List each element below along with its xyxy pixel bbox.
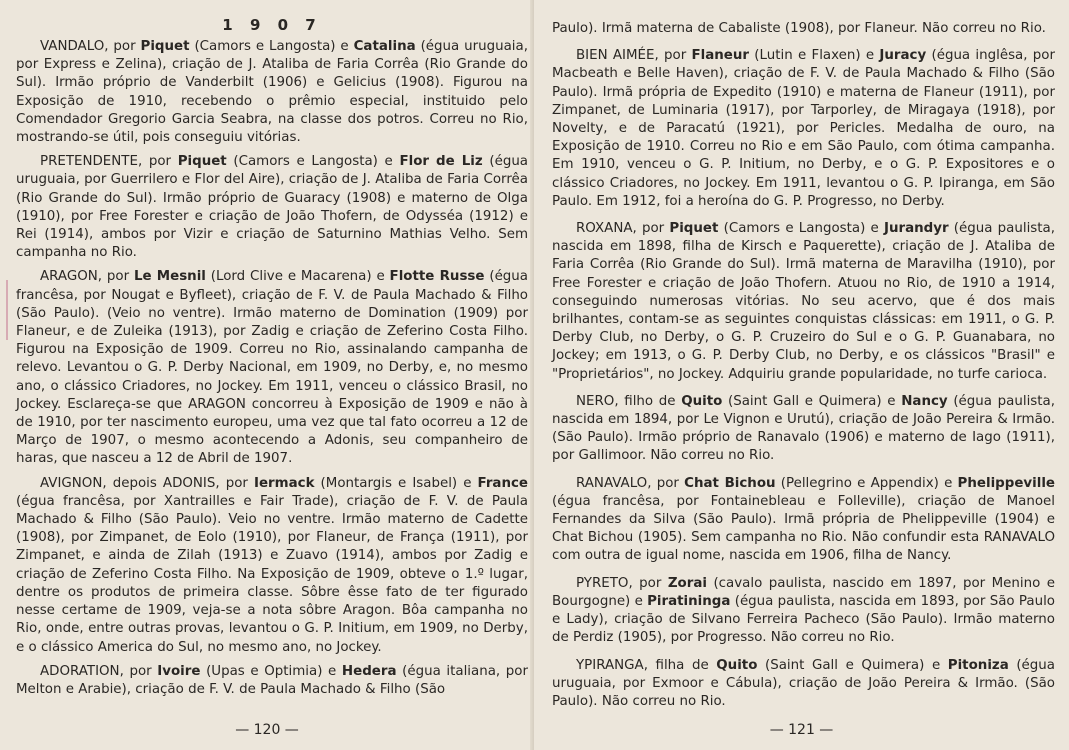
entry-vandalo: VANDALO, por Piquet (Camors e Langosta) e Catalina (égua uruguaia, por Express e Zelina), criação de J. Ataliba de Faria Corrêa (Rio Grande do Sul). Irmão próprio de Vanderbilt (1906) e Gelicius (1908). Figurou na Exposição de 1910, recebendo o prêmio especial, instituido pelo Comendador Gregorio Garcia Seabra, na classe dos potros. Correu no Rio, mostrando-se útil, pois conseguiu vitórias. (16, 39, 528, 146)
dam-name: Flor de Liz (399, 154, 483, 170)
page-number-left: — 120 — (235, 722, 299, 738)
dam-name: Pitoniza (947, 657, 1009, 673)
horse-name: PRETENDENTE (40, 154, 138, 170)
dam-name: Flotte Russe (389, 269, 485, 285)
sire-name: Zorai (667, 575, 707, 591)
horse-name: PYRETO (576, 575, 629, 591)
horse-name: ARAGON (40, 269, 98, 285)
dam-name: France (477, 475, 529, 491)
horse-name: ADORATION (40, 663, 120, 679)
entry-nero: NERO, filho de Quito (Saint Gall e Quimera) e Nancy (égua paulista, nascida em 1894, por Le Vignon e Urutú), criação de João Pereira & Irmão. (São Paulo). Irmão próprio de Ranavalo (1906) e materno de Iago (1911), por Gallimoor. Não correu no Rio. (552, 393, 1055, 464)
dam-name: Juracy (879, 48, 927, 64)
entry-pretendente: PRETENDENTE, por Piquet (Camors e Langosta) e Flor de Liz (égua uruguaia, por Guerrilero e Flor del Aire), criação de J. Ataliba de Faria Corrêa (Rio Grande do Sul). Irmão próprio de Guaracy (1908) e materno de Olga (1910), por Free Forester e criação de João Thofern, de Odysséa (1912) e Rei (1914), ambos por Vizir e criação de Saturnino Mathias Velho. Sem campanha no Rio. (16, 154, 529, 261)
sire-name: Chat Bichou (684, 475, 776, 491)
dam-name: Nancy (901, 393, 948, 409)
sire-name: Flaneur (691, 48, 750, 64)
horse-name: NERO (576, 393, 615, 409)
page-number-right: — 121 — (769, 722, 834, 738)
sire-name: Quito (716, 657, 758, 673)
horse-name: BIEN AIMÉE (576, 48, 655, 64)
margin-pen-mark (6, 280, 8, 340)
sire-name: Piquet (140, 39, 190, 54)
sire-name: Iermack (253, 475, 315, 491)
sire-name: Le Mesnil (133, 269, 206, 285)
dam-name: Phelippeville (957, 475, 1055, 491)
dam-name: Jurandyr (883, 221, 949, 237)
sire-name: Quito (681, 393, 723, 409)
entry-aragon: ARAGON, por Le Mesnil (Lord Clive e Macarena) e Flotte Russe (égua francêsa, por Nougat e Byfleet), criação de F. V. de Paula Machado & Filho (São Paulo). (Veio no ventre). Irmão materno de Domination (1909) por Flaneur, e de Zuleika (1913), por Zadig e criação de Zeferino Costa Filho. Figurou na Exposição de 1909. Correu no Rio, assinalando campanha de relevo. Levantou o G. P. Derby Nacional, em 1909, no Derby, e, no mesmo ano, o clássico Criadores, no Jockey. Em 1911, venceu o clássico Brasil, no Jockey. Esclareça-se que ARAGON concorreu à Exposição de 1909 e não à de 1910, por ter nascimento europeu, uma vez que tal fato ocorreu a 12 de Março de 1907, o mesmo acontecendo a Adonis, seu companheiro de haras, que nasceu a 12 de Abril de 1907. (16, 269, 529, 467)
horse-name: RANAVALO (576, 475, 648, 491)
left-page (0, 0, 534, 750)
horse-name: VANDALO (40, 39, 105, 54)
horse-name: ROXANA (576, 221, 633, 237)
entry-bien-aimee: BIEN AIMÉE, por Flaneur (Lutin e Flaxen) e Juracy (égua inglêsa, por Macbeath e Belle Haven), criação de F. V. de Paula Machado & Filho (São Paulo). Irmã própria de Expedito (1910) e materna de Flaneur (1911), por Zimpanet, de Luminaria (1917), por Tarporley, de Miragaya (1918), por Novelty, e de Paracatú (1921), por Pericles. Medalha de ouro, na Exposição de 1910. Correu no Rio e em São Paulo, com ótima campanha. Em 1910, venceu o G. P. Initium, no Derby, e o G. P. Expositores e o clássico Criadores, no Jockey. Em 1911, levantou o G. P. Ipiranga, em São Paulo. Em 1912, foi a heroína do G. P. Progresso, no Derby. (552, 48, 1055, 209)
sire-name: Piquet (669, 221, 719, 237)
year-heading: 1 9 0 7 (222, 16, 322, 34)
horse-name: YPIRANGA (576, 657, 644, 673)
horse-name: AVIGNON (40, 475, 103, 491)
sire-name: Ivoire (157, 663, 201, 679)
sire-name: Piquet (177, 154, 227, 170)
entry-ranavalo: RANAVALO, por Chat Bichou (Pellegrino e Appendix) e Phelippeville (égua francêsa, por Fontainebleau e Folleville), criação de Manoel Fernandes da Silva (São Paulo). Irmã própria de Phelippeville (1904) e Chat Bichou (1905). Sem campanha no Rio. Não confundir esta RANAVALO com outra de igual nome, nascida em 1906, filha de Nancy. (552, 475, 1055, 564)
entry-continuation: Paulo). Irmã materna de Cabaliste (1908), por Flaneur. Não correu no Rio. (552, 21, 1046, 36)
entry-roxana: ROXANA, por Piquet (Camors e Langosta) e Jurandyr (égua paulista, nascida em 1898, filha de Kirsch e Paquerette), criação de J. Ataliba de Faria Corrêa (Rio Grande do Sul). Irmã materna de Maravilha (1910), por Free Forester e criação de João Thofern. Atuou no Rio, de 1910 a 1914, conseguindo numerosas vitórias. No seu acervo, que é dos mais brilhantes, contam-se as seguintes conquistas clássicas: em 1911, o G. P. Derby Club, no Derby, o G. P. Cruzeiro do Sul e o G. P. Guanabara, no Jockey; em 1913, o G. P. Derby Club, no Derby, e os clássicos "Brasil" e "Proprietários", no Jockey. Adquiriu grande popularidade, no turfe carioca. (552, 221, 1055, 382)
entry-ypiranga: YPIRANGA, filha de Quito (Saint Gall e Quimera) e Pitoniza (égua uruguaia, por Exmoor e Cábula), criação de João Pereira & Irmão. (São Paulo). Não correu no Rio. (552, 657, 1055, 709)
right-page (534, 0, 1069, 750)
dam-name: Hedera (341, 663, 397, 679)
dam-name: Piratininga (647, 593, 731, 609)
entry-avignon: AVIGNON, depois ADONIS, por Iermack (Montargis e Isabel) e France (égua francêsa, por Xantrailles e Fair Trade), criação de F. V. de Paula Machado & Filho (São Paulo). Veio no ventre. Irmão materno de Cadette (1908), por Zimpanet, de Eolo (1910), por Flaneur, de França (1911), por Zimpanet, e ainda de Zilah (1913) e Zuavo (1914), ambos por Zadig e criação de Zeferino Costa Filho. Na Exposição de 1909, obteve o 1.º lugar, dentre os produtos de primeira classe. Sôbre êsse fato de ter figurado nesse certame de 1909, veja-se a nota sôbre Aragon. Bôa campanha no Rio, onde, entre outras provas, levantou o G. P. Initium, em 1909, no Derby, e o clássico America do Sul, no mesmo ano, no Jockey. (16, 475, 529, 655)
dam-name: Catalina (353, 39, 416, 54)
entry-adoration: ADORATION, por Ivoire (Upas e Optimia) e Hedera (égua italiana, por Melton e Arabie), criação de F. V. de Paula Machado & Filho (São (16, 663, 528, 697)
entry-pyreto: PYRETO, por Zorai (cavalo paulista, nascido em 1897, por Menino e Bourgogne) e Piratininga (égua paulista, nascida em 1893, por São Paulo e Lady), criação de Silvano Ferreira Pacheco (São Paulo). Irmão materno de Perdiz (1905), por Progresso. Não correu no Rio. (552, 575, 1056, 646)
